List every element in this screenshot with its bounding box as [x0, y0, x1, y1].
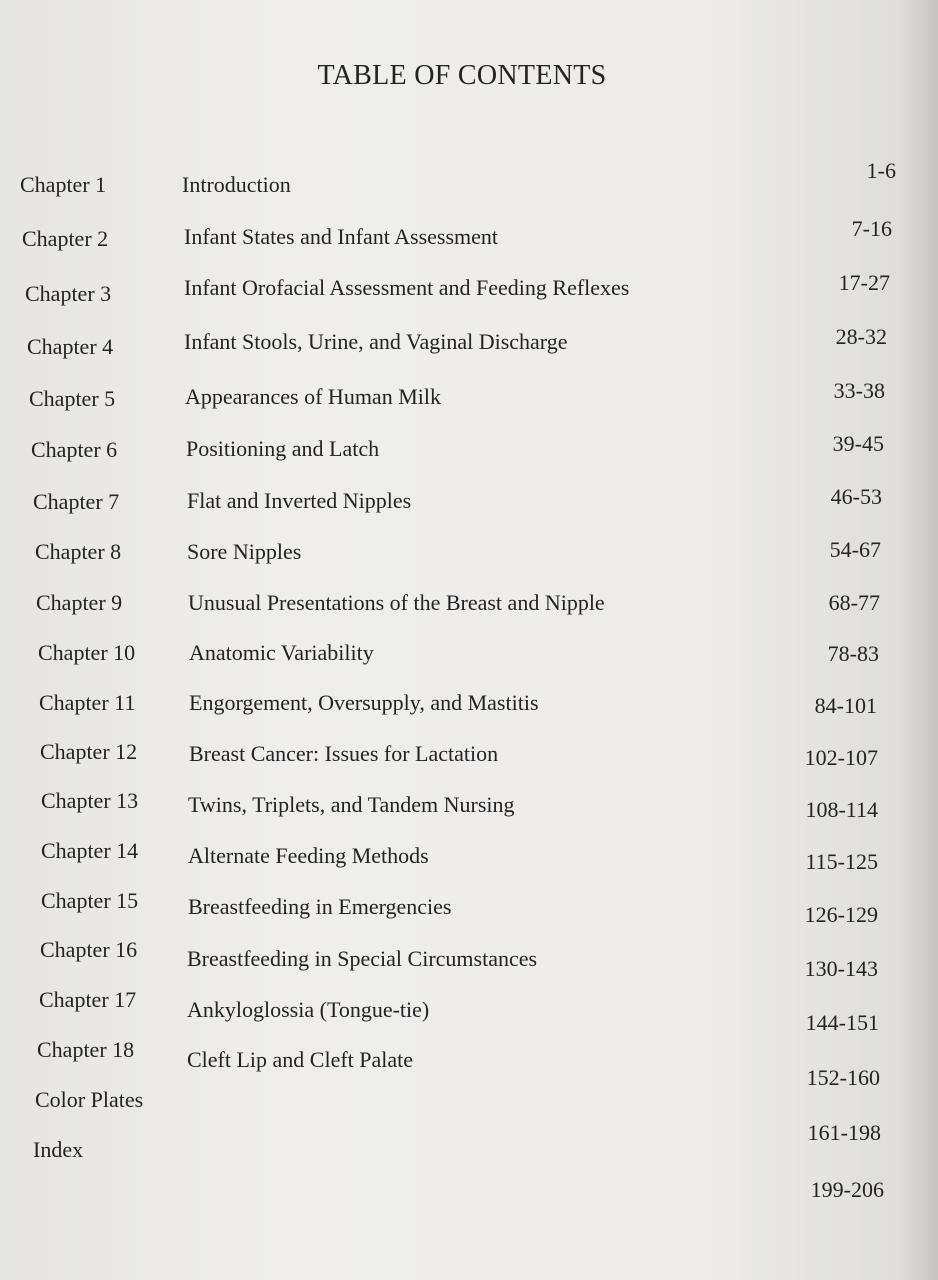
toc-topic: Anatomic Variability	[189, 640, 374, 665]
toc-topic: Twins, Triplets, and Tandem Nursing	[188, 792, 515, 817]
toc-page-range: 7-16	[851, 216, 892, 241]
toc-page-range: 102-107	[804, 745, 878, 770]
toc-chapter-label: Chapter 4	[27, 334, 114, 359]
toc-chapter-label: Chapter 1	[20, 172, 107, 197]
toc-topic: Cleft Lip and Cleft Palate	[187, 1047, 414, 1072]
toc-chapter-label: Chapter 13	[41, 788, 139, 813]
toc-topic: Flat and Inverted Nipples	[187, 488, 412, 513]
toc-page-range: 1-6	[866, 158, 896, 183]
toc-chapter-label: Chapter 7	[33, 489, 120, 514]
toc-chapter-label: Chapter 18	[37, 1037, 135, 1062]
toc-topic: Breastfeeding in Emergencies	[188, 894, 452, 919]
toc-page-range: 144-151	[805, 1010, 879, 1035]
toc-page-range: 28-32	[835, 324, 887, 349]
toc-topic: Appearances of Human Milk	[185, 384, 441, 409]
toc-page-range: 152-160	[806, 1065, 880, 1090]
toc-topic: Infant States and Infant Assessment	[184, 224, 499, 249]
toc-chapter-label: Chapter 2	[22, 226, 109, 251]
toc-chapter-label: Color Plates	[35, 1087, 144, 1112]
toc-topic: Sore Nipples	[187, 539, 302, 564]
toc-topic: Alternate Feeding Methods	[188, 843, 429, 868]
toc-chapter-label: Chapter 14	[41, 838, 139, 863]
page-edge-shadow	[898, 0, 938, 1280]
toc-topic: Breastfeeding in Special Circumstances	[187, 946, 538, 971]
toc-chapter-label: Chapter 3	[25, 281, 112, 306]
toc-page-range: 17-27	[838, 270, 890, 295]
toc-chapter-label: Chapter 9	[36, 590, 123, 615]
toc-topic: Infant Stools, Urine, and Vaginal Discharge	[184, 329, 568, 354]
toc-topic: Positioning and Latch	[186, 436, 380, 461]
toc-chapter-label: Chapter 8	[35, 539, 122, 564]
toc-chapter-label: Chapter 17	[39, 987, 137, 1012]
toc-page-range: 115-125	[805, 849, 878, 874]
toc-topic: Infant Orofacial Assessment and Feeding Reflexes	[184, 275, 630, 300]
page-title: TABLE OF CONTENTS	[317, 60, 607, 91]
toc-topic: Unusual Presentations of the Breast and Nipple	[188, 590, 605, 615]
toc-topic: Introduction	[182, 172, 291, 197]
toc-chapter-label: Chapter 6	[31, 437, 118, 462]
toc-topic: Breast Cancer: Issues for Lactation	[189, 741, 499, 766]
toc-chapter-label: Chapter 11	[39, 690, 136, 715]
toc-page-range: 161-198	[807, 1120, 881, 1145]
toc-page-range: 130-143	[804, 956, 878, 981]
toc-page-range: 199-206	[810, 1177, 884, 1202]
toc-page-range: 126-129	[804, 902, 878, 927]
toc-page-range: 108-114	[805, 797, 878, 822]
toc-chapter-label: Chapter 16	[40, 937, 138, 962]
toc-chapter-label: Chapter 12	[40, 739, 138, 764]
toc-page-range: 78-83	[827, 641, 879, 666]
toc-topic: Ankyloglossia (Tongue-tie)	[187, 997, 430, 1022]
toc-chapter-label: Chapter 5	[29, 386, 116, 411]
toc-chapter-label: Chapter 15	[41, 888, 139, 913]
toc-chapter-label: Chapter 10	[38, 640, 136, 665]
toc-topic: Engorgement, Oversupply, and Mastitis	[189, 690, 539, 715]
toc-page-range: 33-38	[833, 378, 885, 403]
toc-page-range: 54-67	[829, 537, 881, 562]
toc-page-range: 46-53	[830, 484, 882, 509]
toc-page-range: 39-45	[832, 431, 884, 456]
toc-chapter-label: Index	[33, 1137, 84, 1162]
toc-page-range: 68-77	[828, 590, 880, 615]
toc-page-range: 84-101	[814, 693, 877, 718]
